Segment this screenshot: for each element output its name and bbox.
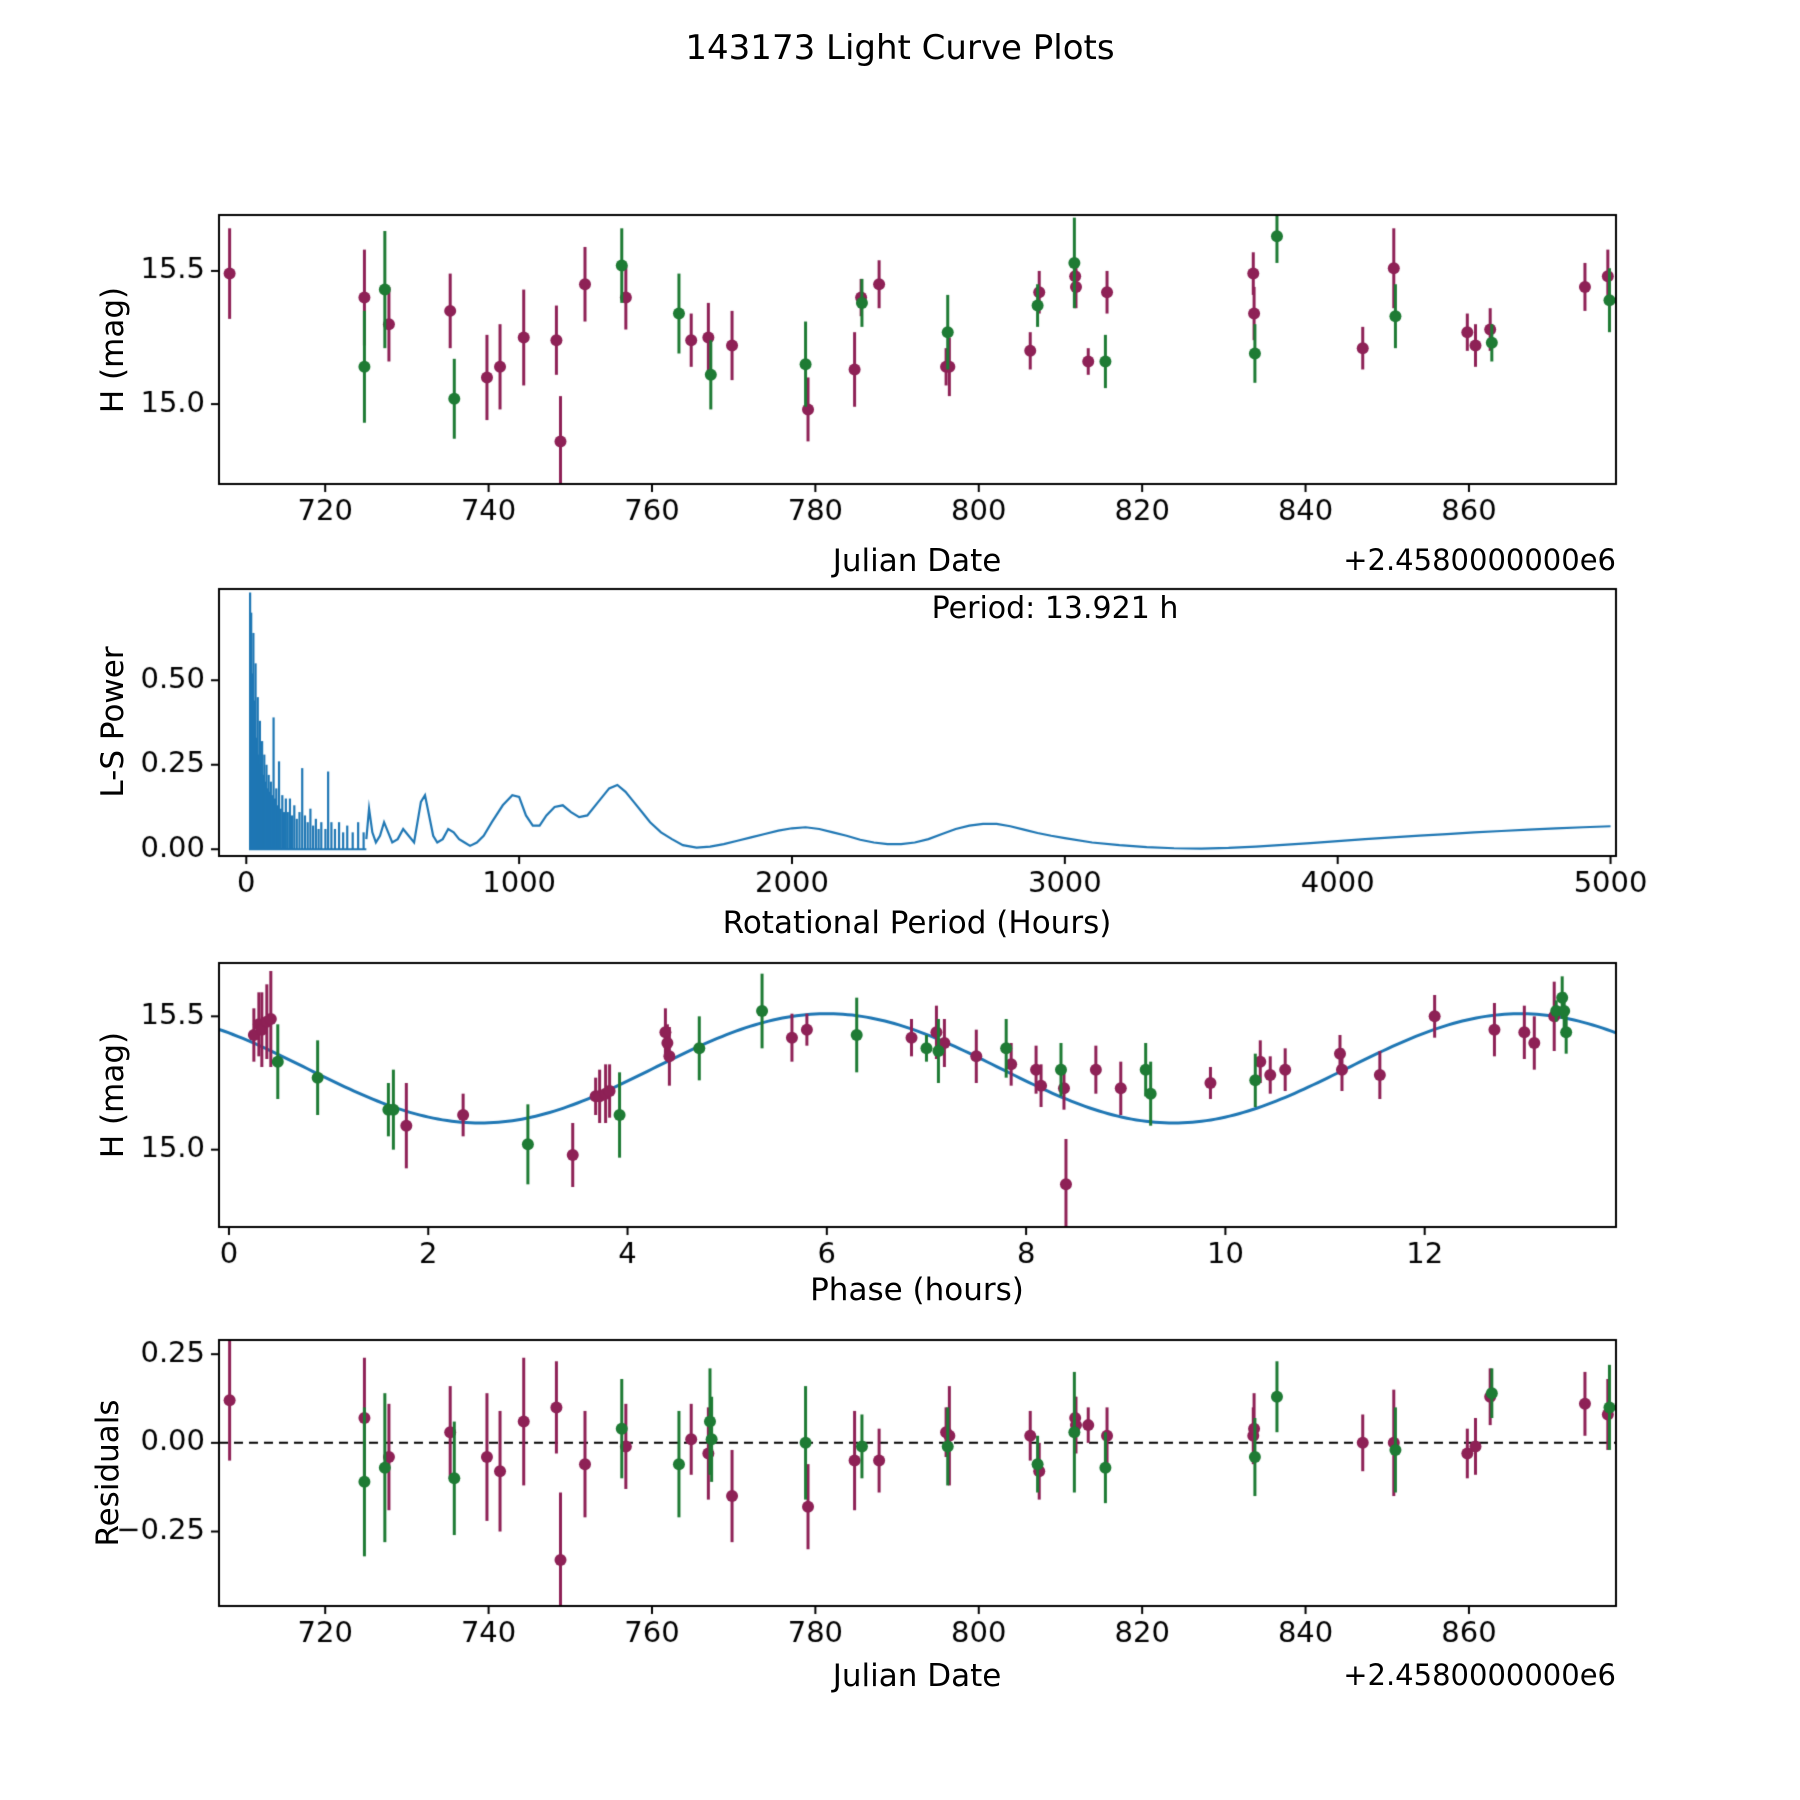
axis4-xlabel: Julian Date	[832, 1658, 1002, 1694]
period-annotation: Period: 13.921 h	[931, 591, 1179, 626]
axis2-xlabel: Rotational Period (Hours)	[722, 905, 1112, 941]
axis1-x-offset-text: +2.4580000000e6	[1343, 543, 1616, 577]
axis4-ylabel: Residuals	[90, 1399, 126, 1547]
axis2-ylabel: L-S Power	[95, 646, 131, 798]
axis3-ylabel: H (mag)	[95, 1031, 131, 1159]
axis1-xlabel: Julian Date	[832, 543, 1002, 579]
axis1-ylabel: H (mag)	[95, 286, 131, 414]
figure-title: 143173 Light Curve Plots	[685, 28, 1115, 68]
axis4-x-offset-text: +2.4580000000e6	[1343, 1658, 1616, 1692]
axis3-xlabel: Phase (hours)	[810, 1272, 1024, 1308]
